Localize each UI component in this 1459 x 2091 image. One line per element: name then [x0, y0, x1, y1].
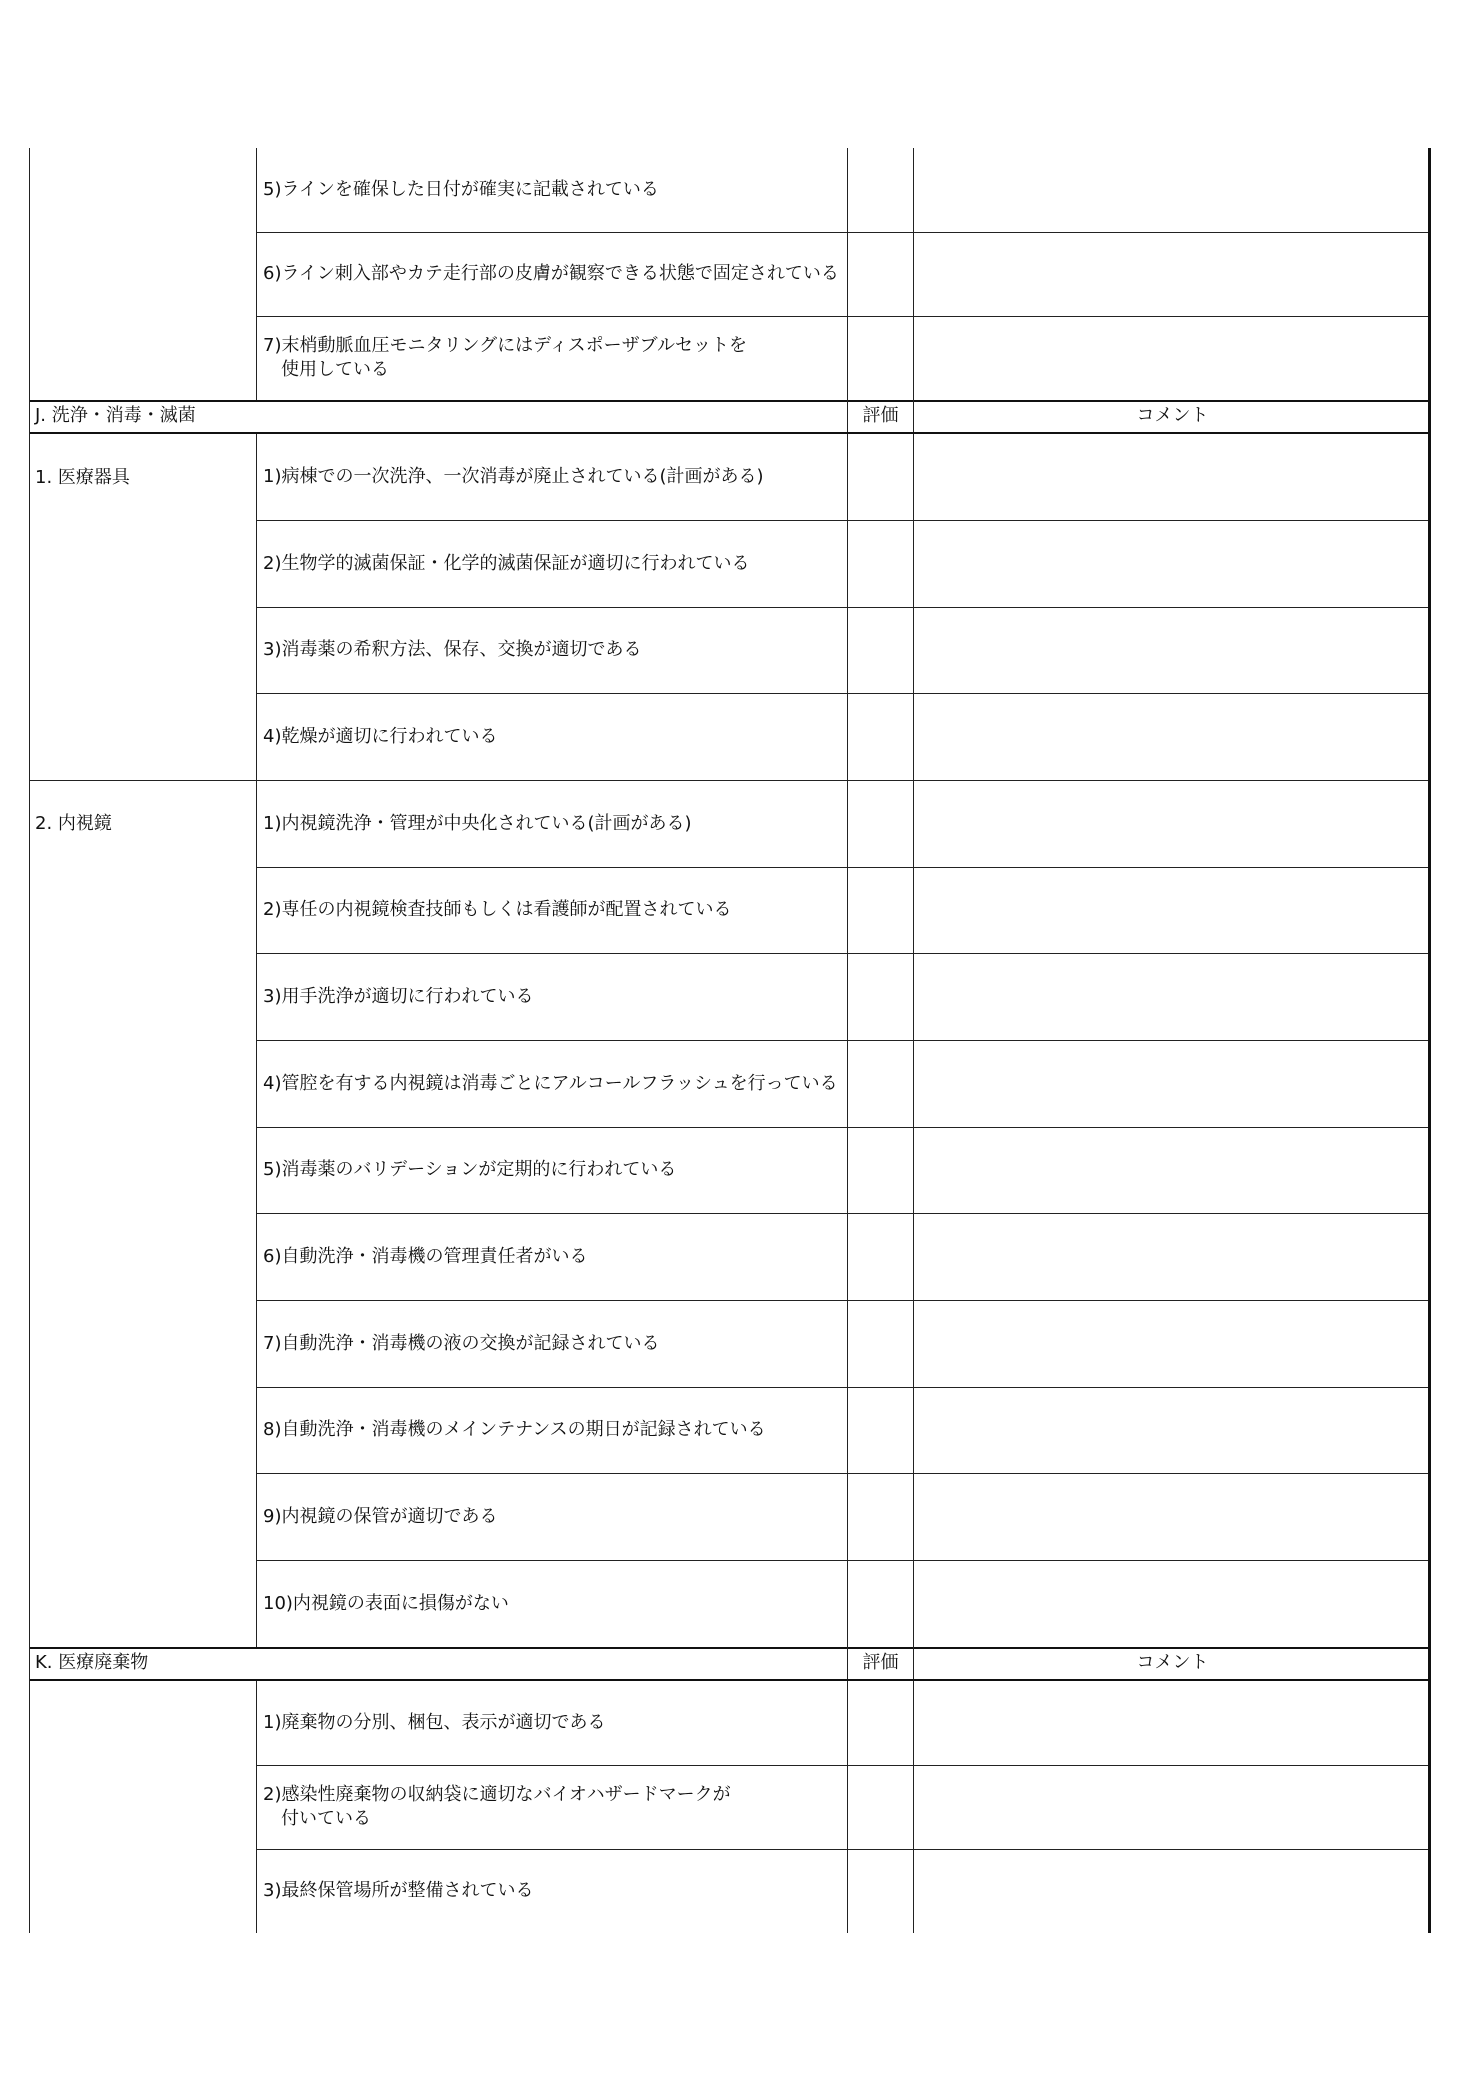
item-row [29, 1473, 1431, 1560]
comment-cell[interactable] [914, 520, 1431, 607]
item-row [29, 867, 1431, 953]
item-text: 3)消毒薬の希釈方法、保存、交換が適切である [263, 639, 642, 660]
comment-cell[interactable] [914, 232, 1431, 316]
eval-cell[interactable] [848, 607, 914, 693]
eval-cell[interactable] [848, 693, 914, 780]
comment-cell[interactable] [914, 780, 1431, 867]
section-title: K. 医療廃棄物 [29, 1647, 848, 1679]
item-text: 4)乾燥が適切に行われている [263, 725, 498, 747]
comment-cell[interactable] [914, 148, 1431, 232]
item-row [29, 1300, 1431, 1387]
eval-header: 評価 [848, 400, 914, 432]
comment-cell[interactable] [914, 953, 1431, 1040]
item-row [29, 607, 1431, 693]
eval-cell[interactable] [848, 780, 914, 867]
item-text: 3)最終保管場所が整備されている [263, 1880, 534, 1901]
eval-cell[interactable] [848, 1127, 914, 1213]
item-row [29, 953, 1431, 1040]
comment-cell[interactable] [914, 1387, 1431, 1473]
item-text: 3)用手洗浄が適切に行われている [263, 985, 534, 1007]
item-text: 6)自動洗浄・消毒機の管理責任者がいる [263, 1245, 588, 1267]
eval-cell[interactable] [848, 1387, 914, 1473]
eval-cell[interactable] [848, 1681, 914, 1765]
item-row [29, 1765, 1431, 1849]
item-text: 1)病棟での一次洗浄、一次消毒が廃止されている(計画がある) [263, 466, 764, 487]
eval-header: 評価 [848, 1647, 914, 1679]
eval-cell[interactable] [848, 1473, 914, 1560]
eval-cell[interactable] [848, 232, 914, 316]
item-row [29, 520, 1431, 607]
item-row [29, 1040, 1431, 1127]
item-text: 2)生物学的滅菌保証・化学的滅菌保証が適切に行われている [263, 552, 750, 574]
item-row-i5 [29, 148, 1431, 232]
eval-cell[interactable] [848, 434, 914, 520]
comment-header: コメント [1136, 405, 1209, 426]
item-text: 7)自動洗浄・消毒機の液の交換が記録されている [263, 1332, 660, 1354]
item-text: 2)専任の内視鏡検査技師もしくは看護師が配置されている [263, 899, 732, 920]
item-text: 10)内視鏡の表面に損傷がない [263, 1592, 509, 1614]
item-row-i7 [29, 316, 1431, 400]
comment-cell[interactable] [914, 867, 1431, 953]
item-row [29, 434, 1431, 520]
comment-cell[interactable] [914, 434, 1431, 520]
item-text: 4)管腔を有する内視鏡は消毒ごとにアルコールフラッシュを行っている [263, 1072, 838, 1094]
comment-cell[interactable] [914, 1849, 1431, 1933]
item-row [29, 1213, 1431, 1300]
comment-cell[interactable] [914, 1560, 1431, 1647]
comment-cell[interactable] [914, 1765, 1431, 1849]
item-text: 8)自動洗浄・消毒機のメインテナンスの期日が記録されている [263, 1419, 766, 1440]
comment-cell[interactable] [914, 1681, 1431, 1765]
eval-cell[interactable] [848, 1560, 914, 1647]
eval-cell[interactable] [848, 1213, 914, 1300]
comment-cell[interactable] [914, 316, 1431, 400]
eval-cell[interactable] [848, 1765, 914, 1849]
section-k-header [29, 1647, 1431, 1679]
eval-cell[interactable] [848, 867, 914, 953]
item-text: 9)内視鏡の保管が適切である [263, 1505, 498, 1527]
item-row [29, 1387, 1431, 1473]
item-text: 2)感染性廃棄物の収納袋に適切なバイオハザードマークが 付いている [263, 1784, 731, 1829]
eval-cell[interactable] [848, 1849, 914, 1933]
item-row [29, 1849, 1431, 1933]
eval-cell[interactable] [848, 520, 914, 607]
item-text: 6)ライン刺入部やカテ走行部の皮膚が観察できる状態で固定されている [263, 263, 839, 284]
item-row [29, 1560, 1431, 1647]
eval-cell[interactable] [848, 1040, 914, 1127]
comment-cell[interactable] [914, 607, 1431, 693]
item-text: 1)廃棄物の分別、梱包、表示が適切である [263, 1712, 606, 1733]
group-label: 1. 医療器具 [35, 467, 130, 488]
item-row [29, 780, 1431, 867]
item-row-i6 [29, 232, 1431, 316]
comment-cell[interactable] [914, 1300, 1431, 1387]
section-j-header [29, 400, 1431, 432]
comment-cell[interactable] [914, 1127, 1431, 1213]
eval-cell[interactable] [848, 316, 914, 400]
group-label: 2. 内視鏡 [35, 813, 112, 834]
item-text: 5)ラインを確保した日付が確実に記載されている [263, 179, 659, 200]
section-title: J. 洗浄・消毒・滅菌 [29, 400, 848, 432]
comment-cell[interactable] [914, 693, 1431, 780]
item-text: 1)内視鏡洗浄・管理が中央化されている(計画がある) [263, 812, 692, 834]
comment-cell[interactable] [914, 1040, 1431, 1127]
item-text: 7)末梢動脈血圧モニタリングにはディスポーザブルセットを 使用している [263, 335, 747, 380]
item-row [29, 1127, 1431, 1213]
item-row [29, 693, 1431, 780]
item-row [29, 1681, 1431, 1765]
item-text: 5)消毒薬のバリデーションが定期的に行われている [263, 1159, 677, 1180]
comment-header: コメント [1136, 1652, 1209, 1673]
comment-cell[interactable] [914, 1473, 1431, 1560]
comment-cell[interactable] [914, 1213, 1431, 1300]
eval-cell[interactable] [848, 1300, 914, 1387]
eval-cell[interactable] [848, 148, 914, 232]
eval-cell[interactable] [848, 953, 914, 1040]
